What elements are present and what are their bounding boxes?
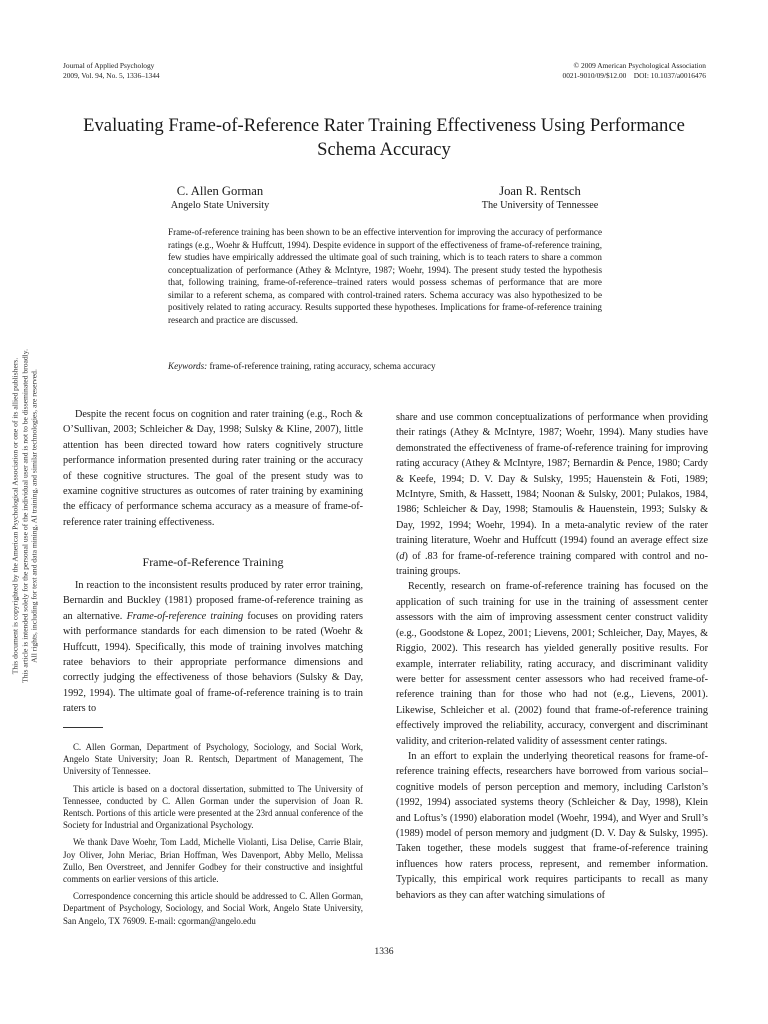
sidebar-line-2: This article is intended solely for the personal use of the individual user and is not to be disseminated broadly. — [20, 349, 30, 683]
footnote: Correspondence concerning this article should be addressed to C. Allen Gorman, Department of Psychology, Sociology, and Social Work, Angelo State University, San Angelo, TX 76909. E-mail: cgorman@angelo.edu — [63, 891, 363, 926]
running-header-right — [400, 61, 706, 80]
abstract: Frame-of-reference training has been shown to be an effective intervention for improving the accuracy of performance ratings (e.g., Woehr & Huffcutt, 1994). Despite evidence in support of the effectiveness of frame-of-reference training, few studies have empirically addressed the ultimate goal of such training, which is to teach raters to share a common conceptualization of performance (Athey & McIntyre, 1987; Woehr, 1994). The present study tested the hypothesis that, following training, frame-of-reference–trained raters would possess schemas of performance that are more similar to a referent schema, as compared with control-trained raters. Schema accuracy was also hypothesized to be positively related to rating accuracy. Results supported these hypotheses. Implications for frame-of-reference training research and practice are discussed. — [168, 227, 602, 325]
copyright-line: © 2009 American Psychological Association — [573, 61, 706, 70]
paragraph-text: focuses on providing raters with performance standards for each dimension to be rated (Woehr & Huffcutt, 1994). Specifically, this mode of training involves matching ratee behaviors to their appropriate performance dimensions and correctly judging the effectiveness of those behaviors (Sulsky & Day, 1992, 1994). The ultimate goal of frame-of-reference training is to train raters to — [63, 610, 364, 715]
intro-paragraph: Despite the recent focus on cognition and rater training (e.g., Roch & O’Sullivan, 2003; Schleicher & Day, 1998; Sulsky & Kline, 2007), little attention has been directed toward how raters cognitively structure performance information presented during rater training or the accuracy of these cognitive structures. The goal of the present study was to examine cognitive structures as outcomes of rater training by examining the efficacy of performance schema accuracy as a measure of frame-of-reference rater training effectiveness. — [63, 409, 363, 528]
footnotes — [63, 741, 363, 932]
footnote: C. Allen Gorman, Department of Psychology, Sociology, and Social Work, Angelo State University; Joan R. Rentsch, Department of Management, The University of Tennessee. — [63, 742, 363, 777]
running-header-left — [63, 61, 160, 80]
paragraph — [63, 578, 363, 717]
body-left-section — [63, 578, 363, 717]
paragraph-text: ) of .83 for frame-of-reference training compared with control and no-training groups. — [396, 550, 708, 578]
footnote-rule — [63, 727, 103, 728]
sidebar-line-3: All rights, including for text and data mining, AI training, and similar technologies, are reserved. — [29, 369, 39, 663]
paragraph: Recently, research on frame-of-reference training has focused on the application of such training for use in the training of assessment center assessors with the aim of improving assessment center construct validity (e.g., Goodstone & Lopez, 2001; Lievens, 2001; Schleicher, Day, Mayes, & Riggio, 2002). This research has yielded generally positive results. For example, interrater reliability, rating accuracy, and discriminant validity were better for assessment center assessors who had received frame-of-reference training than for those who had not (e.g., Lievens, 2001). Likewise, Schleicher et al. (2002) found that frame-of-reference training effectively improved the reliability, accuracy, convergent and discriminant validity, and criterion-related validity of assessment center ratings. — [396, 581, 708, 747]
keywords-label: Keywords: — [168, 361, 208, 371]
footnote: This article is based on a doctoral dissertation, submitted to The University of Tennessee, conducted by C. Allen Gorman under the supervision of Joan R. Rentsch. Portions of this article were presented at the 23rd annual conference of the Society for Industrial and Organizational Psychology. — [63, 783, 363, 831]
journal-name: Journal of Applied Psychology — [63, 61, 155, 70]
paragraph: In an effort to explain the underlying theoretical reasons for frame-of-reference training effects, researchers have borrowed from various social–cognitive models of person perception and memory, including Carlston’s (1992, 1994) associated systems theory (Schleicher & Day, 1998), Klein and Loftus’s (1990) elaboration model (Woehr, 1994), and Wyer and Srull’s (1989) model of person memory and judgment (D. V. Day & Sulsky, 1995). Taken together, these models suggest that frame-of-reference training influences how raters process, represent, and remember information. Typically, this empirical work requires participants to recall as many behaviors as they can after watching simulations of — [396, 750, 708, 901]
author-affiliation: The University of Tennessee — [481, 200, 599, 211]
journal-volume: 2009, Vol. 94, No. 5, 1336–1344 — [63, 70, 160, 80]
article-title: Evaluating Frame-of-Reference Rater Training Effectiveness Using Performance Schema Accuracy — [83, 115, 685, 160]
section-heading: Frame-of-Reference Training — [142, 555, 284, 569]
keywords — [168, 360, 602, 373]
paragraph — [396, 410, 708, 579]
copyright-sidebar — [10, 296, 39, 736]
issn-doi-line: 0021-9010/09/$12.00 DOI: 10.1037/a0016476 — [562, 70, 706, 80]
paragraph-italic: d — [399, 550, 405, 562]
paragraph-italic: Frame-of-reference training — [126, 610, 244, 622]
author-block-2 — [440, 184, 640, 212]
author-affiliation: Angelo State University — [170, 200, 270, 211]
body-right-column — [396, 410, 708, 903]
page-number: 1336 — [374, 946, 394, 957]
paragraph-text: In reaction to the inconsistent results produced by rater error training, Bernardin and Buckley (1981) proposed frame-of-reference training as an alternative. — [63, 580, 363, 622]
author-name: C. Allen Gorman — [176, 184, 264, 198]
paragraph-text: share and use common conceptualizations of performance when providing their ratings (Athey & McIntyre, 1987; Woehr, 1994). Many studies have demonstrated the effectiveness of frame-of-reference training for improving rating accuracy (Athey & McIntyre, 1987; Bernardin & Pence, 1980; Cardy & Keefe, 1994; D. V. Day & Sulsky, 1995; Hauenstein & Foti, 1989; McIntyre, Smith, & Hassett, 1984; Noonan & Sulsky, 2001; Pulakos, 1984, 1986; Schleicher & Day, 1998; Stamoulis & Hauenstein, 1993; Sulsky & Day, 1992, 1994; Woehr, 1994). In a meta-analytic review of the rater training literature, Woehr and Huffcutt (1994) found an average effect size ( — [396, 412, 708, 562]
keywords-text: frame-of-reference training, rating accuracy, schema accuracy — [207, 361, 436, 371]
footnote: We thank Dave Woehr, Tom Ladd, Michelle Violanti, Lisa Delise, Carrie Blair, Joy Oliver, John Meriac, Brian Hoffman, Wes Davenport, Abby Mello, Melissa Zullo, Ben Overstreet, and Jennifer Godbey for their constructive and insightful comments on earlier versions of this article. — [63, 837, 363, 885]
sidebar-line-1: This document is copyrighted by the American Psychological Association or one of its allied publishers. — [10, 357, 20, 675]
author-name: Joan R. Rentsch — [499, 184, 581, 198]
author-block-1 — [120, 184, 320, 212]
body-left-intro — [63, 407, 363, 530]
